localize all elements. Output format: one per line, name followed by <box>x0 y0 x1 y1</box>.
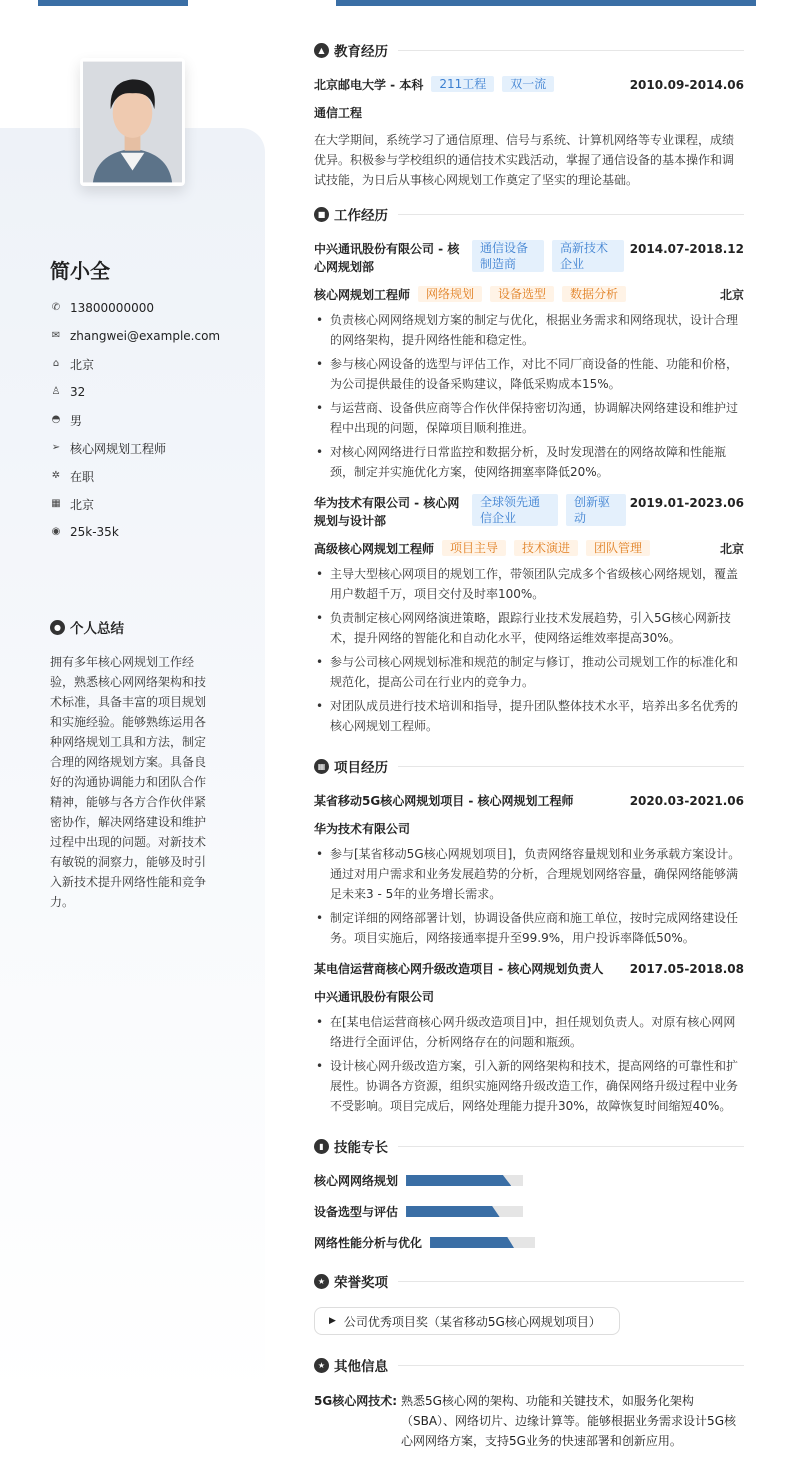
contact-list <box>50 294 220 546</box>
awards-title: 荣誉奖项 <box>334 1275 388 1291</box>
project-name: 某电信运营商核心网升级改造项目 - 核心网规划负责人 <box>314 962 604 976</box>
main-content <box>314 40 744 1451</box>
contact-item <box>50 350 220 378</box>
info-icon: ★ <box>314 1358 329 1373</box>
skill-tag: 数据分析 <box>562 286 626 302</box>
company: 中兴通讯股份有限公司 - 核心网规划部 <box>314 242 460 274</box>
company-tag: 高新技术企业 <box>552 240 624 272</box>
contact-item <box>50 518 220 546</box>
project-date: 2017.05-2018.08 <box>629 962 744 976</box>
work-item <box>314 240 744 482</box>
skill-item <box>314 1172 535 1189</box>
skill-tag: 技术演进 <box>514 540 578 556</box>
work-bullet: • 对团队成员进行技术培训和指导，提升团队整体技术水平，培养出多名优秀的核心网规划工程师。 <box>314 696 744 736</box>
phone-icon: ✆ <box>51 302 61 313</box>
skill-name: 核心网网络规划 <box>314 1174 399 1188</box>
contact-text: 男 <box>70 413 83 428</box>
skills-list <box>314 1172 744 1251</box>
project-company: 华为技术有限公司 <box>314 822 411 836</box>
project-company: 中兴通讯股份有限公司 <box>314 990 435 1004</box>
other-title: 其他信息 <box>334 1359 388 1375</box>
skill-bar <box>406 1206 523 1217</box>
graduation-cap-icon: ▲ <box>314 43 329 58</box>
contact-item <box>50 462 220 490</box>
skill-bar <box>430 1237 535 1248</box>
skill-tag: 项目主导 <box>442 540 506 556</box>
work-bullet: • 主导大型核心网项目的规划工作，带领团队完成多个省级核心网络规划，覆盖用户数超千万，项目交付及时率100%。 <box>314 564 744 604</box>
other-label: 5G核心网技术: <box>314 1394 397 1408</box>
work-item <box>314 494 744 736</box>
work-title: 工作经历 <box>334 208 388 224</box>
award-item[interactable] <box>314 1307 620 1335</box>
building-icon: ▦ <box>51 498 61 509</box>
project-bullet: • 制定详细的网络部署计划，协调设备供应商和施工单位，按时完成网络建设任务。项目实施后，网络接通率提升至99.9%，用户投诉率降低50%。 <box>314 908 744 948</box>
school-tag: 211工程 <box>431 76 494 92</box>
other-heading <box>314 1355 744 1375</box>
project-bullet: • 在[某电信运营商核心网升级改造项目]中，担任规划负责人。对原有核心网网络进行全面评估，分析网络存在的问题和瓶颈。 <box>314 1012 744 1052</box>
company: 华为技术有限公司 - 核心网规划与设计部 <box>314 496 460 528</box>
project-bullet: • 参与[某省移动5G核心网规划项目]，负责网络容量规划和业务承载方案设计。通过对用户需求和业务发展趋势的分析，合理规划网络容量，确保网络能够满足未来3 - 5年的业务增长需求。 <box>314 844 744 904</box>
work-city: 北京 <box>719 542 744 556</box>
education-row <box>314 76 744 94</box>
triangle-right-icon: ▶ <box>329 1316 336 1326</box>
contact-item <box>50 378 220 406</box>
education-desc: 在大学期间，系统学习了通信原理、信号与系统、计算机网络等专业课程，成绩优异。积极参与学校组织的通信技术实践活动，掌握了通信设备的基本操作和调试技能，为日后从事核心网规划工作奠定了坚实的理论基础。 <box>314 133 735 187</box>
summary-text: 拥有多年核心网规划工作经验，熟悉核心网网络架构和技术标准，具备丰富的项目规划和实施经验。能够熟练运用各种网络规划工具和方法，制定合理的网络规划方案。具备良好的沟通协调能力和团队合作精神，能够与各方合作伙伴紧密协作，解决网络建设和维护过程中出现的问题。对新技术有敏锐的洞察力，能够及时引入新技术提升网络性能和竞争力。 <box>50 655 207 909</box>
contact-text: 核心网规划工程师 <box>70 441 167 456</box>
salary-icon: ◉ <box>51 526 61 537</box>
company-tag: 通信设备制造商 <box>472 240 544 272</box>
projects-title: 项目经历 <box>334 760 388 776</box>
skill-bar-fill <box>406 1175 511 1186</box>
projects-heading <box>314 756 744 776</box>
bar-chart-icon: ▮ <box>314 1139 329 1154</box>
contact-item <box>50 490 220 518</box>
work-date: 2014.07-2018.12 <box>629 242 744 256</box>
candidate-name: 简小全 <box>50 259 110 283</box>
company-tag: 全球领先通信企业 <box>472 494 558 526</box>
company-tag: 创新驱动 <box>566 494 626 526</box>
skill-bar-fill <box>406 1206 500 1217</box>
skill-tag: 网络规划 <box>418 286 482 302</box>
other-text: 熟悉5G核心网的架构、功能和关键技术，如服务化架构（SBA）、网络切片、边缘计算等。能够根据业务需求设计5G核心网网络方案，支持5G业务的快速部署和创新应用。 <box>401 1394 736 1448</box>
education-date: 2010.09-2014.06 <box>629 78 744 92</box>
project-item <box>314 792 744 948</box>
role: 高级核心网规划工程师 <box>314 542 435 556</box>
award-text: 公司优秀项目奖（某省移动5G核心网规划项目） <box>343 1314 601 1329</box>
summary-title: 个人总结 <box>70 621 124 637</box>
education-heading <box>314 40 744 60</box>
work-bullet: • 对核心网网络进行日常监控和数据分析，及时发现潜在的网络故障和性能瓶颈，制定并实施优化方案，使网络拥塞率降低20%。 <box>314 442 744 482</box>
skills-title: 技能专长 <box>334 1140 388 1156</box>
age-icon: ♙ <box>51 386 61 397</box>
gender-icon: ◓ <box>51 414 61 425</box>
project-date: 2020.03-2021.06 <box>629 794 744 808</box>
contact-text: 32 <box>70 385 86 399</box>
work-city: 北京 <box>719 288 744 302</box>
grid-icon: ▦ <box>314 759 329 774</box>
contact-item <box>50 434 220 462</box>
skill-bar-fill <box>430 1237 514 1248</box>
summary-heading <box>50 617 124 637</box>
award-icon: ★ <box>314 1274 329 1289</box>
contact-text: zhangwei@example.com <box>70 329 221 343</box>
work-date: 2019.01-2023.06 <box>629 496 744 510</box>
skill-tag: 设备选型 <box>490 286 554 302</box>
work-heading <box>314 204 744 224</box>
school-tag: 双一流 <box>502 76 554 92</box>
send-icon: ➢ <box>51 442 61 453</box>
school: 北京邮电大学 - 本科 <box>314 78 424 92</box>
status-icon: ✲ <box>51 470 61 481</box>
avatar <box>80 58 185 186</box>
major: 通信工程 <box>314 106 363 120</box>
right-accent-bar <box>336 0 756 6</box>
briefcase-icon: ■ <box>314 207 329 222</box>
work-bullet: • 负责核心网网络规划方案的制定与优化，根据业务需求和网络现状，设计合理的网络架构，提升网络性能和稳定性。 <box>314 310 744 350</box>
skill-tag: 团队管理 <box>586 540 650 556</box>
mail-icon: ✉ <box>51 330 61 341</box>
contact-text: 北京 <box>70 497 95 512</box>
skill-name: 设备选型与评估 <box>314 1205 399 1219</box>
awards-heading <box>314 1271 744 1291</box>
project-item <box>314 960 744 1116</box>
work-bullet: • 负责制定核心网网络演进策略，跟踪行业技术发展趋势，引入5G核心网新技术，提升网络的智能化和自动化水平，使网络运维效率提高30%。 <box>314 608 744 648</box>
role: 核心网规划工程师 <box>314 288 411 302</box>
project-name: 某省移动5G核心网规划项目 - 核心网规划工程师 <box>314 794 574 808</box>
contact-text: 13800000000 <box>70 301 154 315</box>
work-bullet: • 参与核心网设备的选型与评估工作，对比不同厂商设备的性能、功能和价格，为公司提供最佳的设备采购建议，降低采购成本15%。 <box>314 354 744 394</box>
user-icon: ● <box>50 620 65 635</box>
contact-text: 在职 <box>70 469 95 484</box>
other-info <box>314 1391 744 1451</box>
contact-text: 25k-35k <box>70 525 119 539</box>
skills-heading <box>314 1136 744 1156</box>
contact-text: 北京 <box>70 357 95 372</box>
skill-item <box>314 1203 535 1220</box>
contact-item <box>50 406 220 434</box>
work-bullet: • 参与公司核心网规划标准和规范的制定与修订，推动公司规划工作的标准化和规范化，提高公司在行业内的竞争力。 <box>314 652 744 692</box>
project-bullet: • 设计核心网升级改造方案，引入新的网络架构和技术，提高网络的可靠性和扩展性。协调各方资源，组织实施网络升级改造工作，确保网络升级过程中业务不受影响。项目完成后，网络处理能力提升30%，故障恢复时间缩短40%。 <box>314 1056 744 1116</box>
home-icon: ⌂ <box>52 358 60 369</box>
contact-item <box>50 322 220 350</box>
contact-item <box>50 294 220 322</box>
education-title: 教育经历 <box>334 44 388 60</box>
skill-name: 网络性能分析与优化 <box>314 1236 423 1250</box>
skill-item <box>314 1234 535 1251</box>
left-accent-bar <box>38 0 188 6</box>
work-bullet: • 与运营商、设备供应商等合作伙伴保持密切沟通，协调解决网络建设和维护过程中出现的问题，保障项目顺利推进。 <box>314 398 744 438</box>
skill-bar <box>406 1175 523 1186</box>
